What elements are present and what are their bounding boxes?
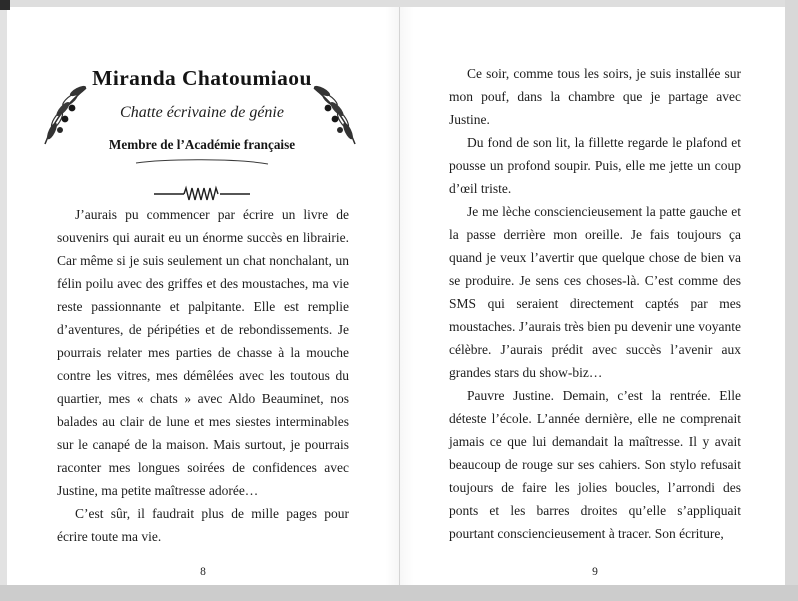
scan-corner-mark: [0, 0, 10, 10]
scan-edge-bottom: [0, 585, 798, 601]
page-number-left: 8: [200, 566, 206, 578]
scan-edge-top: [0, 0, 798, 7]
paragraph: Je me lèche consciencieusement la patte gauche et la passe derrière mon oreille. Je fais toujours ça quand je veux l’avertir que quelque chose de bien va se produire. Je sens ces choses-là. C’est comme des SMS qui seraient directement captés par mes moustaches. J’aurais très bien pu devenir une voyante célèbre. J’aurais prédit avec succès l’avenir aux grandes stars du show-biz…: [449, 204, 741, 380]
right-page-text: [449, 62, 741, 545]
gutter-shadow-right: [400, 7, 414, 585]
page-number-right: 9: [592, 566, 598, 578]
page-title: Miranda Chatoumiaou: [92, 66, 312, 90]
underline-flourish-icon: [38, 154, 366, 172]
scan-edge-left: [0, 0, 7, 601]
paragraph: J’aurais pu commencer par écrire un livre de souvenirs qui aurait eu un énorme succès en librairie. Car même si je suis seulement un chat nonchalant, un félin poilu avec des griffes et des moustaches, ma vie reste passionnante et palpitante. Elle est remplie d’aventures, de péripéties et de rebondissements. Je pourrais relater mes parties de chasse à la mouche contre les vitres, mes démêlées avec les toutous du quartier, mes « chats » avec Aldo Beauminet, nos balades au clair de lune et mes siestes interminables sur le canapé de la maison. Mais surtout, je pourrais raconter mes longues soirées de confidences avec Justine, ma petite maîtresse adorée…: [57, 207, 349, 498]
header-affiliation: Membre de l’Académie française: [108, 137, 296, 152]
left-page-text: [57, 203, 349, 548]
paragraph: Pauvre Justine. Demain, c’est la rentrée. Elle déteste l’école. L’année dernière, elle ne comprenait jamais ce que lui demandait la maîtresse. Il y avait beaucoup de rouge sur ses cahiers. Son stylo refusait toujours de faire les jolies boucles, l’arrondi des ponts et les barres droites qu’elle s’appliquait pourtant consciencieusement à tracer. Son écriture,: [449, 388, 741, 541]
paragraph: Ce soir, comme tous les soirs, je suis installée sur mon pouf, dans la chambre que je partage avec Justine.: [449, 66, 741, 127]
chapter-header: [38, 66, 366, 209]
gutter-shadow-left: [385, 7, 399, 585]
header-subtitle: Chatte écrivaine de génie: [120, 104, 284, 121]
paragraph: Du fond de son lit, la fillette regarde le plafond et pousse un profond soupir. Puis, elle me jette un coup d’œil triste.: [449, 135, 741, 196]
paragraph: C’est sûr, il faudrait plus de mille pages pour écrire toute ma vie.: [57, 506, 349, 544]
page-gutter-line: [399, 7, 400, 585]
scan-edge-right: [785, 0, 798, 601]
